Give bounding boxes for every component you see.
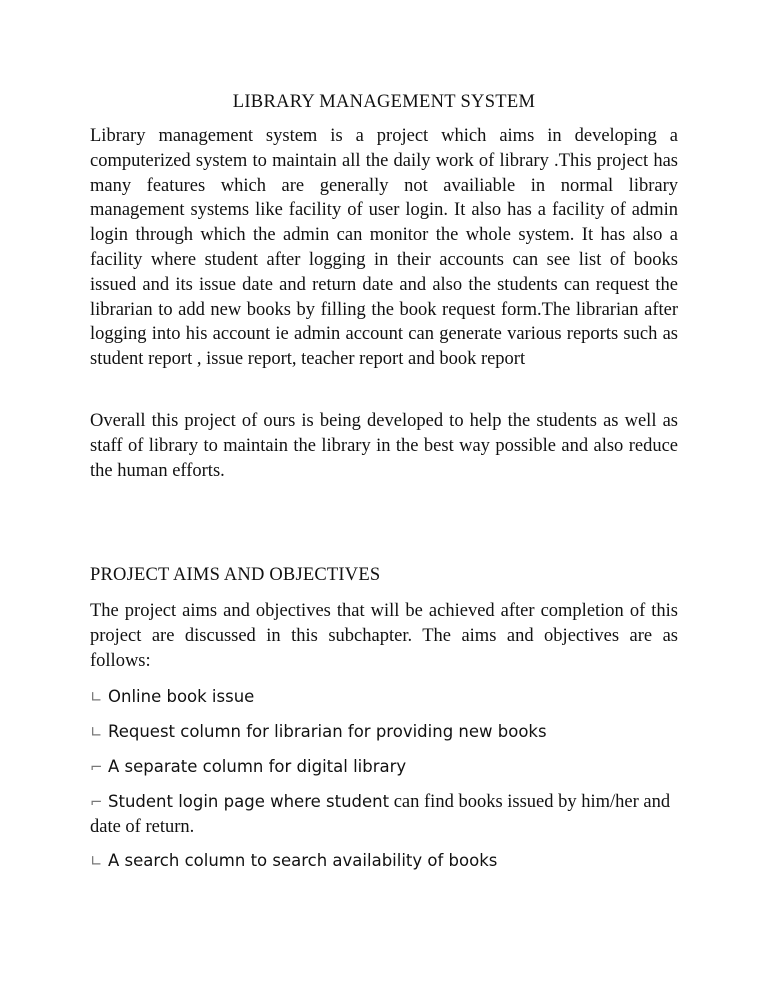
list-item-text: A separate column for digital library [108, 757, 407, 776]
intro-paragraph: Library management system is a project which aims in developing a computerized system to maintain all the daily work of library .This project has many features which are generally not availiable in normal library management systems like facility of user login. It also has a facility of admin login through which the admin can monitor the whole system. It has also a facility where student after logging in their accounts can see list of books issued and its issue date and return date and also the students can request the librarian to add new books by filling the book request form.The librarian after logging into his account ie admin account can generate various reports such as student report , issue report, teacher report and book report [90, 126, 678, 370]
list-item-text-sans: Student login page where student [108, 792, 390, 811]
aims-paragraph: The project aims and objectives that will be achieved after completion of this project are discussed in this subchapter. The aims and objectives are as follows: [90, 601, 678, 671]
bullet-marker: ∟ [90, 688, 103, 706]
list-item [90, 789, 678, 840]
bullet-marker: ∟ [90, 723, 103, 741]
list-item [90, 720, 678, 744]
list-item-text: A search column to search availability of books [108, 851, 498, 870]
bullet-marker: ⌐ [90, 793, 103, 811]
overall-paragraph: Overall this project of ours is being developed to help the students as well as staff of library to maintain the library in the best way possible and also reduce the human efforts. [90, 411, 678, 481]
list-item-text-serif: can find books issued by him/her and date of return. [90, 792, 671, 837]
list-item [90, 755, 678, 779]
list-item-text: Online book issue [108, 687, 255, 706]
bullet-marker: ⌐ [90, 758, 103, 776]
document-title: LIBRARY MANAGEMENT SYSTEM [232, 92, 536, 112]
list-item [90, 685, 678, 709]
aims-heading: PROJECT AIMS AND OBJECTIVES [90, 565, 381, 585]
list-item-text: Request column for librarian for providing new books [108, 722, 547, 741]
bullet-marker: ∟ [90, 852, 103, 870]
list-item [90, 849, 678, 873]
